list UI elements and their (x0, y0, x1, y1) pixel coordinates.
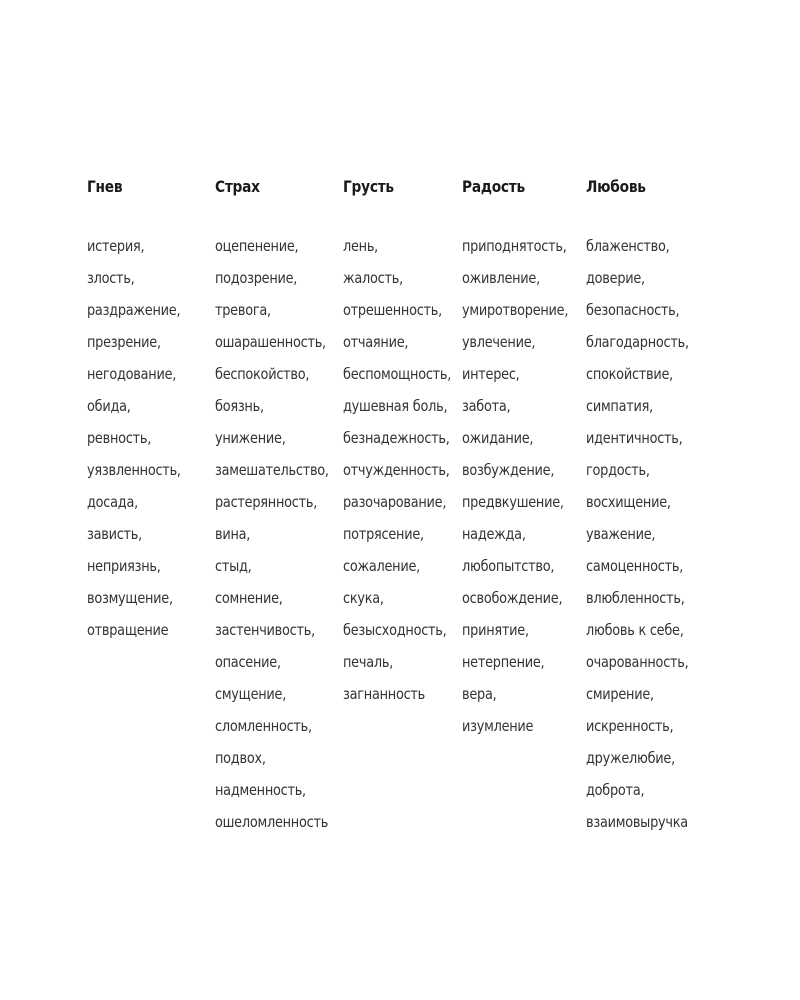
emotion-item-anger: зависть, (87, 525, 142, 543)
emotion-item-fear: подозрение, (215, 269, 298, 287)
emotion-item-joy: освобождение, (462, 589, 563, 607)
emotion-item-fear: опасение, (215, 653, 281, 671)
emotion-item-fear: унижение, (215, 429, 286, 447)
emotion-list-joy (462, 230, 586, 742)
emotion-item-anger: презрение, (87, 333, 161, 351)
emotion-item-sadness: беспомощность, (343, 365, 452, 383)
emotion-item-sadness: скука, (343, 589, 384, 607)
emotion-item-love: идентичность, (586, 429, 683, 447)
emotion-item-anger: злость, (87, 269, 135, 287)
emotion-item-fear: беспокойство, (215, 365, 310, 383)
emotion-item-sadness: жалость, (343, 269, 403, 287)
emotion-item-love: гордость, (586, 461, 650, 479)
column-heading-love: Любовь (586, 177, 646, 196)
emotion-item-fear: тревога, (215, 301, 271, 319)
emotion-item-anger: негодование, (87, 365, 177, 383)
emotion-item-love: дружелюбие, (586, 749, 675, 767)
emotion-item-sadness: потрясение, (343, 525, 424, 543)
emotion-item-joy: увлечение, (462, 333, 536, 351)
emotion-item-fear: растерянность, (215, 493, 318, 511)
emotion-item-fear: ошеломленность (215, 813, 329, 831)
emotion-item-anger: неприязнь, (87, 557, 161, 575)
emotion-item-fear: боязнь, (215, 397, 264, 415)
emotion-item-fear: сомнение, (215, 589, 283, 607)
emotion-item-love: очарованность, (586, 653, 689, 671)
emotion-item-love: уважение, (586, 525, 656, 543)
emotion-item-anger: раздражение, (87, 301, 181, 319)
column-heading-fear: Страх (215, 177, 260, 196)
emotion-item-anger: обида, (87, 397, 131, 415)
emotion-list-fear (215, 230, 347, 838)
emotion-item-joy: приподнятость, (462, 237, 567, 255)
emotion-item-love: искренность, (586, 717, 674, 735)
emotion-item-joy: ожидание, (462, 429, 534, 447)
column-anger (87, 176, 181, 639)
emotion-item-love: благодарность, (586, 333, 689, 351)
emotion-item-joy: любопытство, (462, 557, 555, 575)
emotion-list-anger (87, 230, 196, 646)
emotion-item-sadness: отчужденность, (343, 461, 450, 479)
emotion-item-love: самоценность, (586, 557, 684, 575)
emotion-item-love: симпатия, (586, 397, 653, 415)
emotion-item-joy: вера, (462, 685, 497, 703)
emotion-item-love: взаимовыручка (586, 813, 688, 831)
emotion-item-fear: сломленность, (215, 717, 312, 735)
emotion-list-sadness (343, 230, 469, 710)
emotion-item-sadness: сожаление, (343, 557, 420, 575)
emotion-item-sadness: печаль, (343, 653, 394, 671)
emotion-item-love: безопасность, (586, 301, 680, 319)
emotion-list-love (586, 230, 706, 838)
emotion-item-joy: надежда, (462, 525, 526, 543)
column-joy (462, 176, 569, 735)
emotion-item-joy: принятие, (462, 621, 529, 639)
emotion-item-fear: подвох, (215, 749, 266, 767)
emotion-item-joy: умиротворение, (462, 301, 569, 319)
emotion-item-joy: изумление (462, 717, 534, 735)
emotion-item-sadness: отчаяние, (343, 333, 409, 351)
emotion-item-fear: застенчивость, (215, 621, 315, 639)
emotion-item-sadness: безнадежность, (343, 429, 450, 447)
emotion-item-anger: ревность, (87, 429, 152, 447)
emotion-item-anger: истерия, (87, 237, 145, 255)
emotion-item-fear: оцепенение, (215, 237, 299, 255)
emotion-item-love: блаженство, (586, 237, 670, 255)
emotion-item-love: спокойствие, (586, 365, 674, 383)
emotion-item-love: влюбленность, (586, 589, 685, 607)
emotion-item-sadness: безысходность, (343, 621, 447, 639)
column-heading-joy: Радость (462, 177, 525, 196)
emotion-item-anger: уязвленность, (87, 461, 181, 479)
emotion-item-joy: оживление, (462, 269, 540, 287)
emotion-item-fear: ошарашенность, (215, 333, 326, 351)
emotion-item-joy: предвкушение, (462, 493, 564, 511)
emotion-item-fear: вина, (215, 525, 251, 543)
emotion-item-love: восхищение, (586, 493, 671, 511)
emotion-item-sadness: душевная боль, (343, 397, 448, 415)
emotion-item-fear: смущение, (215, 685, 287, 703)
emotion-item-sadness: отрешенность, (343, 301, 442, 319)
emotion-item-fear: стыд, (215, 557, 252, 575)
emotion-item-fear: замешательство, (215, 461, 329, 479)
column-sadness (343, 176, 452, 703)
column-fear (215, 176, 329, 831)
emotion-item-sadness: загнанность (343, 685, 426, 703)
column-love (586, 176, 689, 831)
emotion-item-joy: интерес, (462, 365, 520, 383)
emotion-item-sadness: лень, (343, 237, 379, 255)
emotion-item-love: смирение, (586, 685, 654, 703)
emotion-item-anger: отвращение (87, 621, 169, 639)
emotion-item-joy: возбуждение, (462, 461, 555, 479)
emotion-item-love: доверие, (586, 269, 645, 287)
column-heading-anger: Гнев (87, 177, 123, 196)
emotion-item-anger: возмущение, (87, 589, 173, 607)
emotion-item-anger: досада, (87, 493, 138, 511)
emotion-item-love: любовь к себе, (586, 621, 684, 639)
emotion-item-joy: забота, (462, 397, 511, 415)
emotion-item-fear: надменность, (215, 781, 306, 799)
emotion-item-love: доброта, (586, 781, 645, 799)
emotion-item-sadness: разочарование, (343, 493, 447, 511)
column-heading-sadness: Грусть (343, 177, 394, 196)
emotion-item-joy: нетерпение, (462, 653, 545, 671)
